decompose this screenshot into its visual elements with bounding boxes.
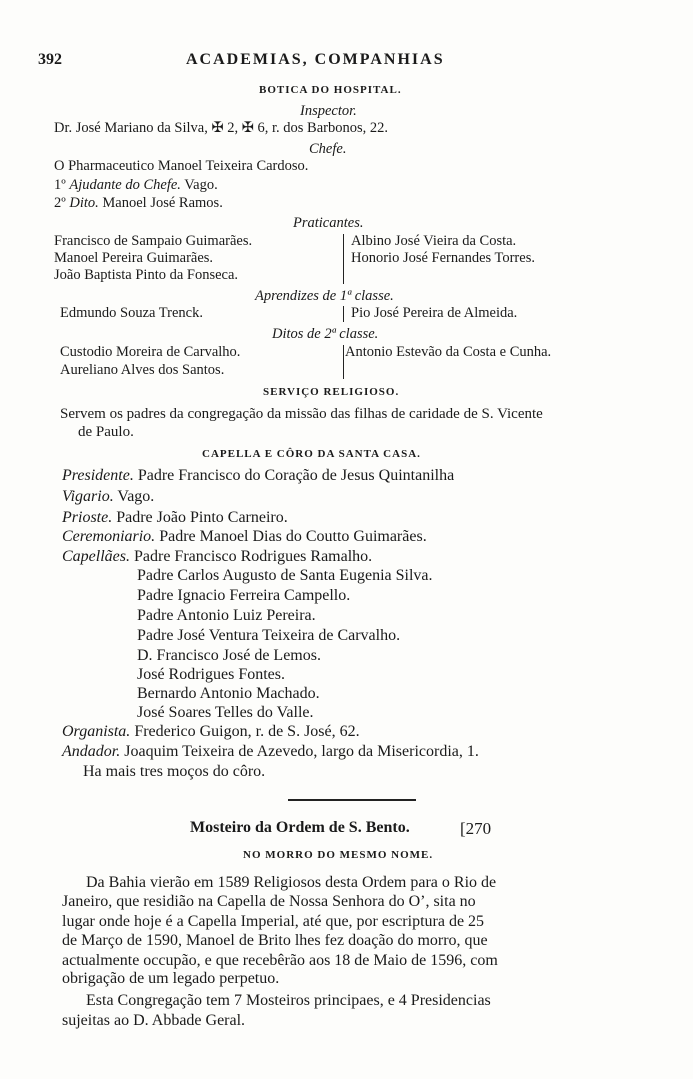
- mosteiro-title: Mosteiro da Ordem de S. Bento.: [190, 819, 410, 836]
- praticante-left-3: João Baptista Pinto da Fonseca.: [54, 267, 239, 283]
- praticantes-label: Praticantes.: [293, 215, 364, 231]
- presidente-line: [62, 468, 454, 484]
- dito-num: 2º: [54, 195, 66, 211]
- prioste-label: Prioste.: [62, 509, 113, 526]
- dito-left-2: Aureliano Alves dos Santos.: [60, 362, 225, 378]
- vigario-label: Vigario.: [62, 488, 114, 505]
- mosteiro-ref: [270: [460, 819, 492, 838]
- paragraph2-line-2: sujeitas ao D. Abbade Geral.: [62, 1012, 246, 1029]
- paragraph-line-5: actualmente occupão, e que recebêrão aos 18 de Maio de 1596, com: [62, 952, 498, 969]
- aprendiz-left: Edmundo Souza Trenck.: [60, 305, 203, 321]
- paragraph-line-6: obrigação de um legado perpetuo.: [62, 970, 280, 987]
- vigario-value: Vago.: [117, 488, 155, 505]
- ditos-label: Ditos de 2ª classe.: [272, 326, 379, 342]
- dito-left-1: Custodio Moreira de Carvalho.: [60, 344, 241, 360]
- aprendiz-right: Pio José Pereira de Almeida.: [351, 305, 518, 321]
- inspector-line: Dr. José Mariano da Silva, ✠ 2, ✠ 6, r. dos Barbonos, 22.: [54, 120, 389, 136]
- presidente-value: Padre Francisco do Coração de Jesus Quintanilha: [137, 467, 455, 484]
- ajudante-line: [54, 178, 218, 193]
- capellaes-label: Capellães.: [62, 548, 130, 565]
- andador-label: Andador.: [62, 743, 121, 760]
- paragraph-line-4: de Março de 1590, Manoel de Brito lhes fez doação do morro, que: [62, 932, 488, 949]
- moços-line: Ha mais tres moços do côro.: [83, 763, 266, 780]
- ditos-divider: [343, 345, 344, 379]
- servico-line-2: de Paulo.: [78, 424, 134, 440]
- praticante-right-1: Albino José Vieira da Costa.: [351, 233, 517, 249]
- capellao-1: Padre Carlos Augusto de Santa Eugenia Silva.: [137, 567, 433, 584]
- presidente-label: Presidente.: [62, 467, 134, 484]
- capellao-5: D. Francisco José de Lemos.: [137, 647, 321, 664]
- aprendizes-divider: [343, 306, 344, 322]
- prioste-value: Padre João Pinto Carneiro.: [116, 509, 288, 526]
- vigario-line: [62, 489, 154, 505]
- capellao-2: Padre Ignacio Ferreira Campello.: [137, 587, 351, 604]
- section-rule: [288, 799, 416, 801]
- paragraph-line-3: lugar onde hoje é a Capella Imperial, até que, por escriptura de 25: [62, 913, 485, 930]
- capellao-6: José Rodrigues Fontes.: [137, 666, 285, 683]
- praticante-right-2: Honorio José Fernandes Torres.: [351, 250, 535, 266]
- capellao-8: José Soares Telles do Valle.: [137, 704, 314, 721]
- page-number: 392: [38, 51, 62, 68]
- dito-label: Dito.: [69, 195, 99, 211]
- chefe-label: Chefe.: [309, 141, 347, 157]
- inspector-label: Inspector.: [300, 103, 357, 119]
- ceremoniario-value: Padre Manoel Dias do Coutto Guimarães.: [159, 528, 427, 545]
- capellaes-first: Padre Francisco Rodrigues Ramalho.: [134, 548, 373, 565]
- capella-heading: CAPELLA E CÔRO DA SANTA CASA.: [202, 448, 421, 460]
- paragraph2-line-1: Esta Congregação tem 7 Mosteiros principaes, e 4 Presidencias: [86, 992, 491, 1009]
- dito-line: [54, 196, 223, 211]
- aprendizes-label: Aprendizes de 1ª classe.: [255, 288, 394, 304]
- praticantes-divider: [343, 234, 344, 284]
- andador-line: [62, 744, 479, 760]
- paragraph-line-1: Da Bahia vierão em 1589 Religiosos desta Ordem para o Rio de: [86, 874, 497, 891]
- servico-line-1: Servem os padres da congregação da missão das filhas de caridade de S. Vicente: [60, 406, 543, 422]
- praticante-left-1: Francisco de Sampaio Guimarães.: [54, 233, 253, 249]
- dito-right: Antonio Estevão da Costa e Cunha.: [345, 344, 552, 360]
- ceremoniario-label: Ceremoniario.: [62, 528, 156, 545]
- ceremoniario-line: [62, 529, 427, 545]
- running-title: ACADEMIAS, COMPANHIAS: [186, 51, 445, 68]
- mosteiro-subheading: NO MORRO DO MESMO NOME.: [243, 849, 434, 861]
- andador-value: Joaquim Teixeira de Azevedo, largo da Misericordia, 1.: [124, 743, 479, 760]
- organista-label: Organista.: [62, 723, 131, 740]
- capellao-3: Padre Antonio Luiz Pereira.: [137, 607, 316, 624]
- praticante-left-2: Manoel Pereira Guimarães.: [54, 250, 214, 266]
- organista-value: Frederico Guigon, r. de S. José, 62.: [134, 723, 360, 740]
- dito-value: Manoel José Ramos.: [102, 195, 223, 211]
- ajudante-num: 1º: [54, 177, 66, 193]
- capellaes-line: [62, 549, 372, 565]
- servico-heading: SERVIÇO RELIGIOSO.: [263, 386, 400, 398]
- capellao-4: Padre José Ventura Teixeira de Carvalho.: [137, 627, 401, 644]
- chefe-line: O Pharmaceutico Manoel Teixeira Cardoso.: [54, 158, 309, 174]
- organista-line: [62, 724, 360, 740]
- ajudante-value: Vago.: [184, 177, 218, 193]
- ajudante-label: Ajudante do Chefe.: [69, 177, 181, 193]
- capellao-7: Bernardo Antonio Machado.: [137, 685, 320, 702]
- prioste-line: [62, 510, 288, 526]
- botica-heading: BOTICA DO HOSPITAL.: [259, 84, 402, 96]
- paragraph-line-2: Janeiro, que residião na Capella de Nossa Senhora do O’, sita no: [62, 893, 476, 910]
